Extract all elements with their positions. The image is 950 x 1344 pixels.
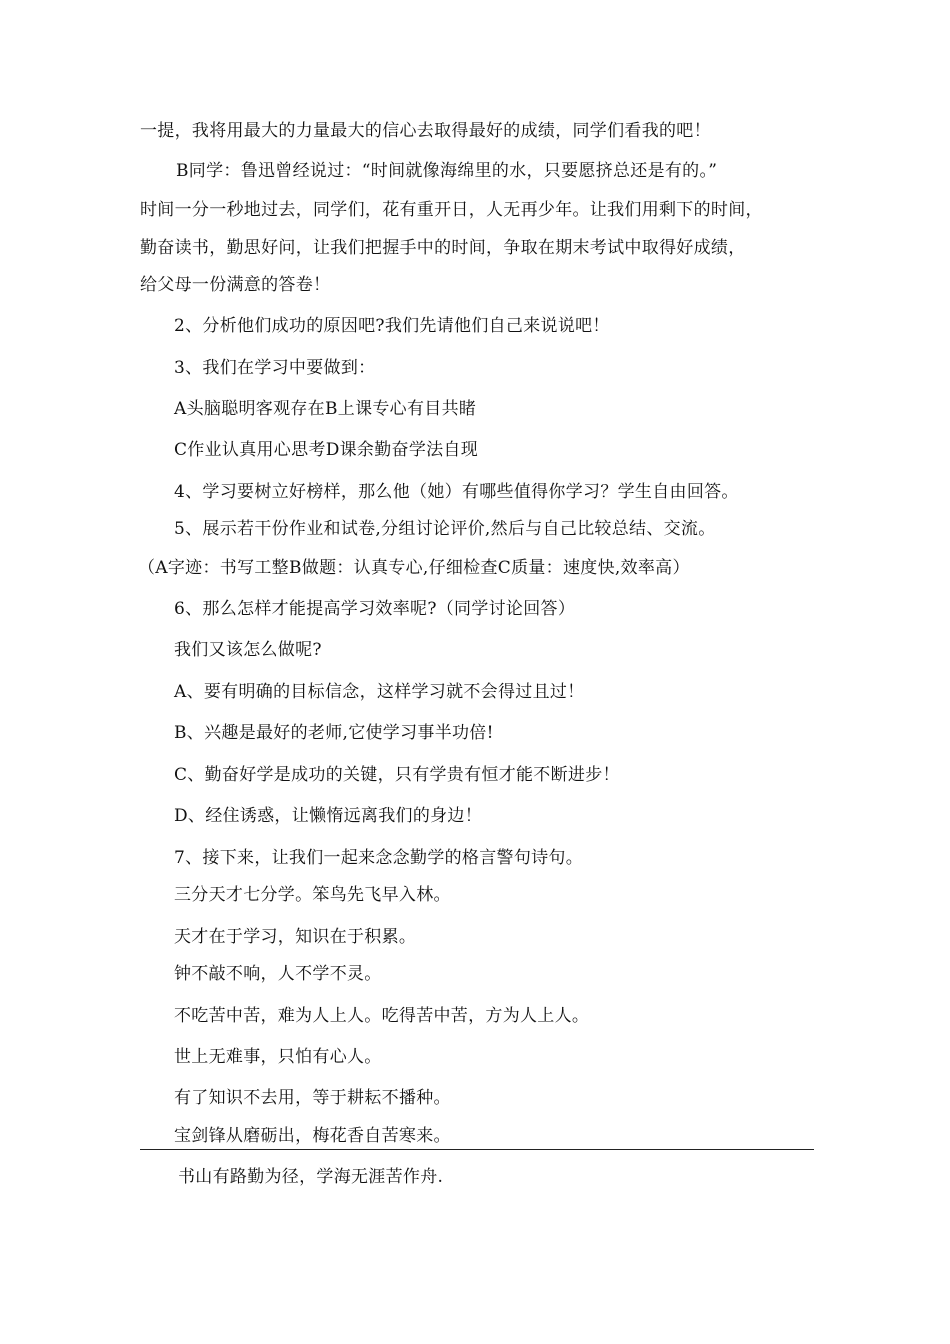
line-26: 宝剑锋从磨砺出，梅花香自苦寒来。	[174, 1126, 451, 1146]
line-21: 天才在于学习，知识在于积累。	[174, 927, 417, 947]
line-24: 世上无难事，只怕有心人。	[174, 1047, 382, 1067]
line-14: 我们又该怎么做呢?	[174, 640, 322, 660]
line-19: 7、接下来，让我们一起来念念勤学的格言警句诗句。	[174, 848, 584, 868]
line-22: 钟不敲不响，人不学不灵。	[174, 964, 382, 984]
line-18: D、经住诱惑，让懒惰远离我们的身边！	[174, 806, 483, 826]
line-17: C、勤奋好学是成功的关键，只有学贵有恒才能不断进步！	[174, 765, 620, 785]
line-7: 3、我们在学习中要做到：	[174, 358, 376, 378]
line-23: 不吃苦中苦，难为人上人。吃得苦中苦，方为人上人。	[174, 1006, 590, 1026]
line-13: 6、那么怎样才能提高学习效率呢?（同学讨论回答）	[174, 599, 576, 619]
footer-divider	[140, 1149, 814, 1150]
line-1: 一提，我将用最大的力量最大的信心去取得最好的成绩，同学们看我的吧！	[140, 121, 711, 141]
line-10: 4、学习要树立好榜样，那么他（她）有哪些值得你学习？学生自由回答。	[174, 482, 739, 502]
line-4: 勤奋读书，勤思好问，让我们把握手中的时间，争取在期末考试中取得好成绩，	[140, 238, 746, 258]
line-3: 时间一分一秒地过去，同学们，花有重开日，人无再少年。让我们用剩下的时间，	[140, 200, 763, 220]
line-8: A头脑聪明客观存在B上课专心有目共睹	[174, 399, 477, 419]
line-16: B、兴趣是最好的老师,它使学习事半功倍!	[174, 723, 494, 743]
line-15: A、要有明确的目标信念，这样学习就不会得过且过！	[174, 682, 585, 702]
line-12: （A字迹：书写工整B做题：认真专心,仔细检查C质量：速度快,效率高）	[138, 558, 690, 578]
line-5: 给父母一份满意的答卷！	[140, 275, 331, 295]
line-20: 三分天才七分学。笨鸟先飞早入林。	[174, 885, 451, 905]
line-9: C作业认真用心思考D课余勤奋学法自现	[174, 440, 479, 460]
line-6: 2、分析他们成功的原因吧?我们先请他们自己来说说吧！	[174, 316, 610, 336]
line-2: B同学：鲁迅曾经说过：“时间就像海绵里的水，只要愿挤总还是有的。”	[176, 161, 718, 181]
footer-text: 书山有路勤为径，学海无涯苦作舟.	[178, 1167, 444, 1187]
line-25: 有了知识不去用，等于耕耘不播种。	[174, 1088, 451, 1108]
line-11: 5、展示若干份作业和试卷,分组讨论评价,然后与自己比较总结、交流。	[174, 519, 716, 539]
